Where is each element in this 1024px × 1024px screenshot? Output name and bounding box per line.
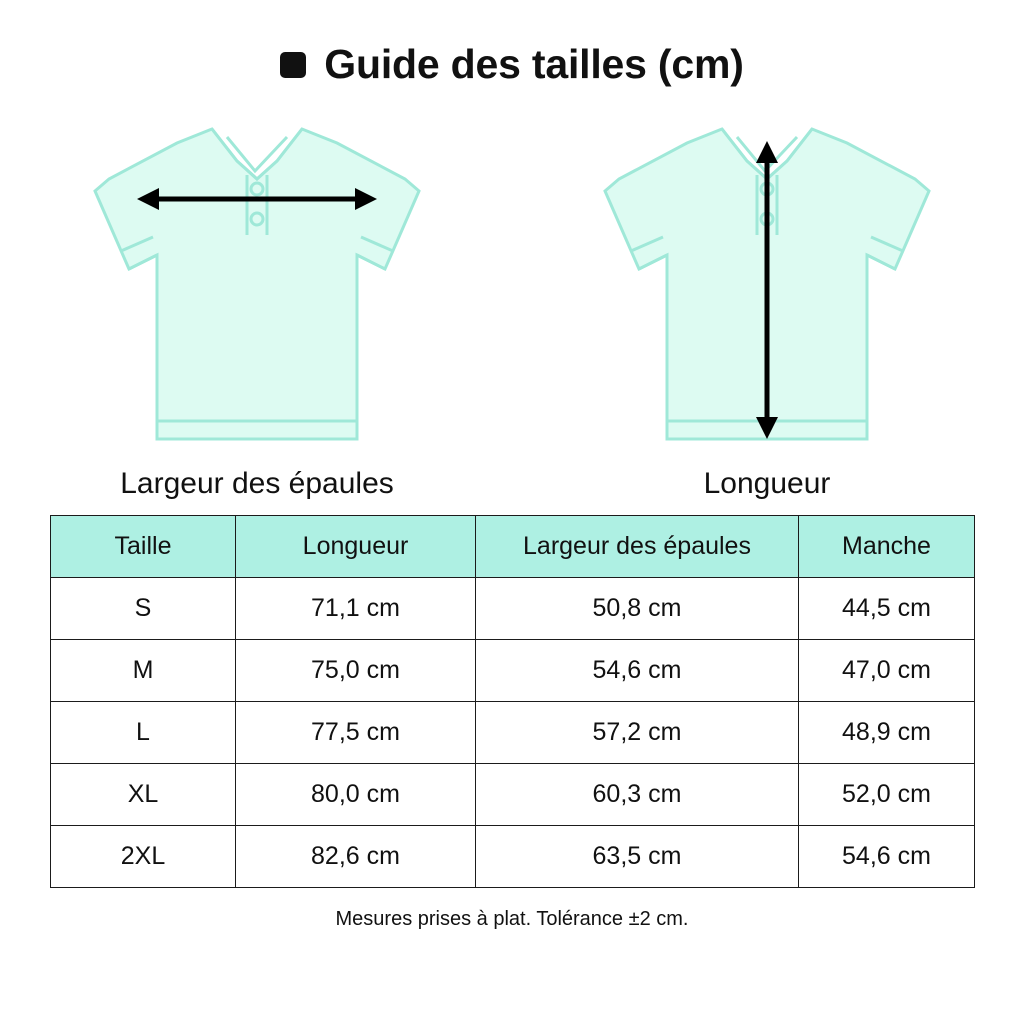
cell-sleeve: 47,0 cm (799, 640, 975, 702)
cell-length: 71,1 cm (236, 578, 476, 640)
size-table (50, 515, 975, 888)
cell-sleeve: 52,0 cm (799, 764, 975, 826)
cell-shoulder: 50,8 cm (476, 578, 799, 640)
cell-size: M (51, 640, 236, 702)
cell-shoulder: 54,6 cm (476, 640, 799, 702)
square-bullet-icon (280, 52, 306, 78)
polo-shirt-illustration-shoulders (77, 109, 437, 459)
column-header-taille: Taille (51, 516, 236, 578)
polo-shirt-illustration-length (587, 109, 947, 459)
cell-shoulder: 60,3 cm (476, 764, 799, 826)
table-row (51, 764, 975, 826)
cell-size: S (51, 578, 236, 640)
cell-length: 80,0 cm (236, 764, 476, 826)
cell-length: 77,5 cm (236, 702, 476, 764)
size-table-wrapper (50, 515, 974, 888)
diagrams-row (0, 109, 1024, 501)
cell-size: L (51, 702, 236, 764)
column-header-manche: Manche (799, 516, 975, 578)
length-caption: Longueur (703, 467, 831, 500)
cell-length: 82,6 cm (236, 826, 476, 888)
cell-shoulder: 63,5 cm (476, 826, 799, 888)
polo-shirt-icon (77, 109, 437, 459)
table-row (51, 702, 975, 764)
length-diagram (587, 109, 947, 501)
shoulder-width-diagram (77, 109, 437, 501)
polo-shirt-icon (587, 109, 947, 459)
column-header-largeur-epaules: Largeur des épaules (476, 516, 799, 578)
page-title-text: Guide des tailles (cm) (324, 41, 744, 87)
table-row (51, 826, 975, 888)
table-row (51, 640, 975, 702)
column-header-longueur: Longueur (236, 516, 476, 578)
cell-shoulder: 57,2 cm (476, 702, 799, 764)
cell-sleeve: 44,5 cm (799, 578, 975, 640)
cell-size: XL (51, 764, 236, 826)
cell-length: 75,0 cm (236, 640, 476, 702)
shoulder-width-caption: Largeur des épaules (120, 467, 394, 500)
cell-sleeve: 48,9 cm (799, 702, 975, 764)
cell-sleeve: 54,6 cm (799, 826, 975, 888)
cell-size: 2XL (51, 826, 236, 888)
table-row (51, 578, 975, 640)
table-header-row (51, 516, 975, 578)
page-title (0, 0, 1024, 85)
footnote: Mesures prises à plat. Tolérance ±2 cm. (335, 908, 689, 930)
